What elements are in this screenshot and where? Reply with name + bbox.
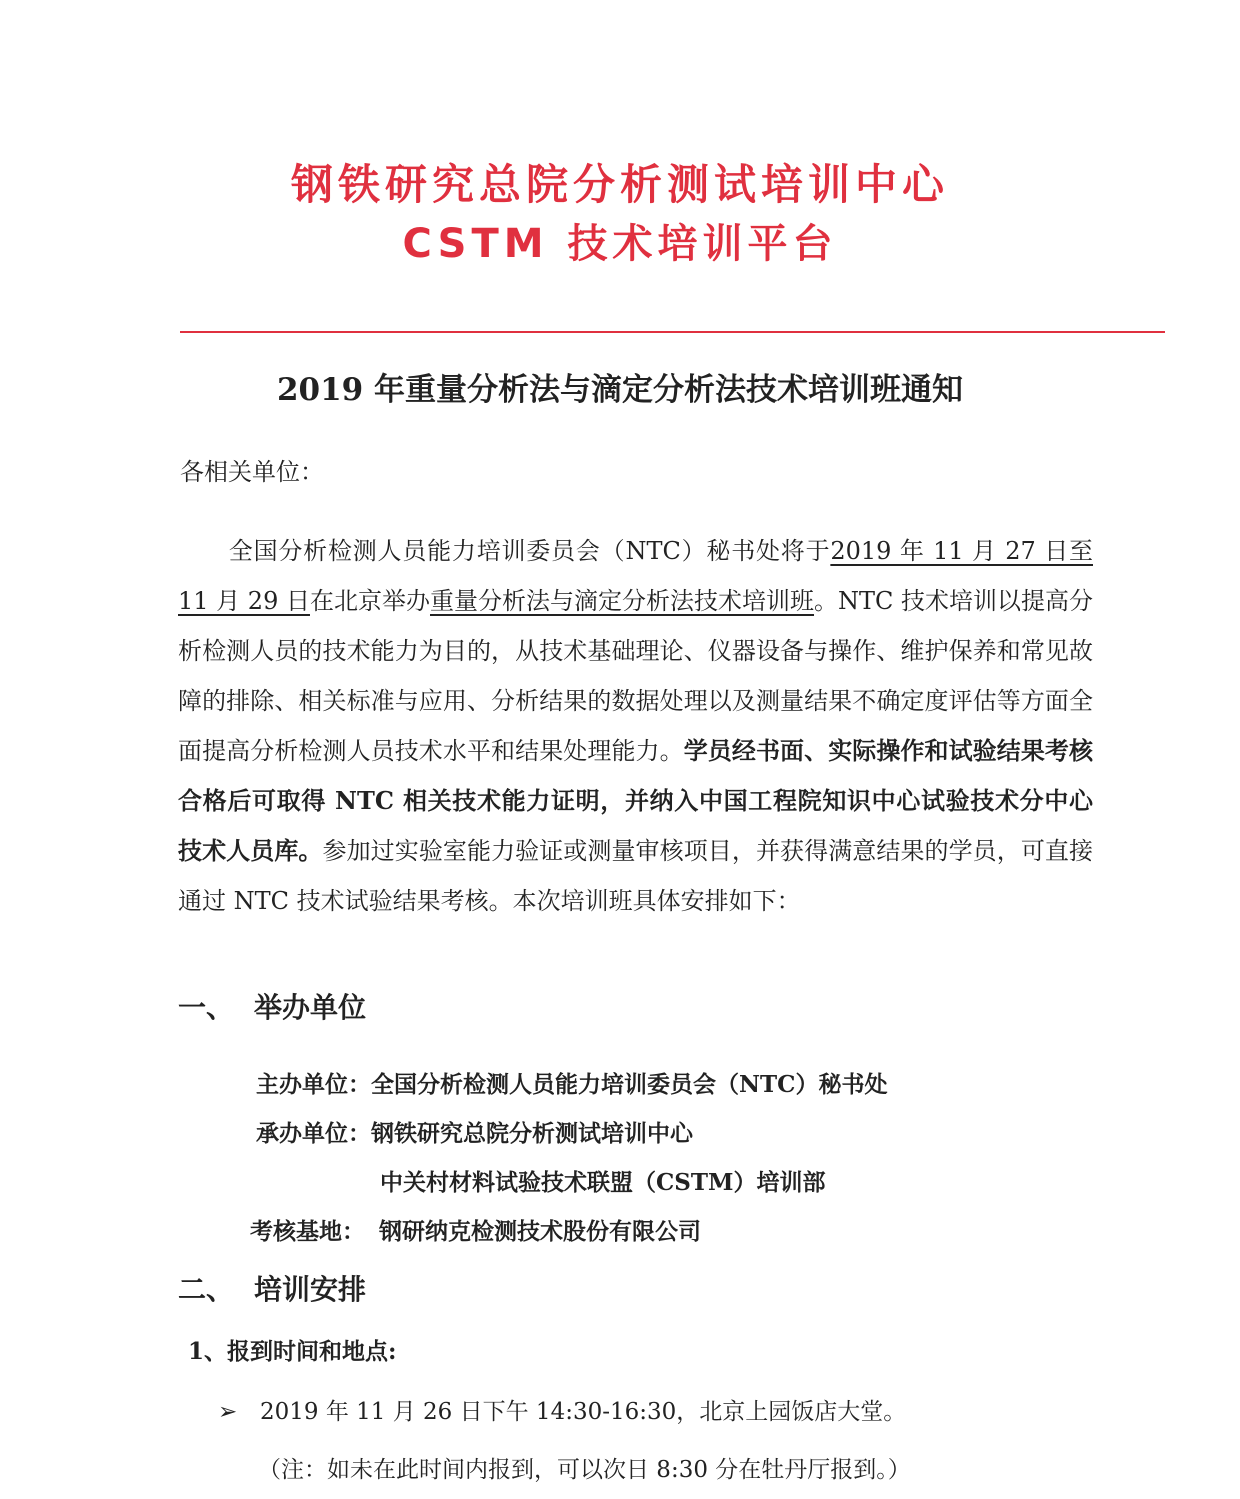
document-title: 2019 年重量分析法与滴定分析法技术培训班通知 [276,372,964,408]
body-part3: 。NTC 技术培训以提高分析检测人员的技术能力为目的，从技术基础理论、仪器设备与操作、维护保养和常见故障的排除、相关标准与应用、分析结果的数据处理以及测量结果不确定度评估等方面全面提高分析检测人员技术水平和结果处理能力。 [178,587,1094,765]
undertake-unit-row [256,1115,693,1148]
course-name: 重量分析法与滴定分析法技术培训班 [430,587,815,615]
section1-number: 一、 [178,991,235,1024]
host-unit-row [256,1066,887,1099]
section2-title: 培训安排 [254,1273,367,1306]
body-paragraph [178,526,1093,926]
section2-number: 二、 [178,1273,235,1306]
undertake-unit-value-2: 中关村材料试验技术联盟（CSTM）培训部 [380,1169,826,1196]
host-unit-value: 全国分析检测人员能力培训委员会（NTC）秘书处 [371,1071,888,1098]
section2-heading [178,1268,366,1308]
section1-heading [178,986,366,1026]
salutation: 各相关单位： [180,458,324,486]
arrow-bullet-icon: ➢ [218,1399,238,1425]
body-part1: 全国分析检测人员能力培训委员会（NTC）秘书处将于 [228,537,831,565]
assessment-base-label: 考核基地： [250,1218,365,1245]
body-part4: 参加过实验室能力验证或测量审核项目，并获得满意结果的学员，可直接通过 NTC 技术试验结果考核。本次培训班具体安排如下： [178,837,1094,915]
body-part2: 在北京举办 [309,587,430,615]
registration-time-place: 2019 年 11 月 26 日下午 14:30-16:30，北京上园饭店大堂。 [260,1399,907,1425]
registration-subheading: 1、报到时间和地点: [188,1338,397,1365]
section1-title: 举办单位 [254,991,367,1024]
registration-note: （注：如未在此时间内报到，可以次日 8:30 分在牡丹厅报到。） [258,1457,911,1483]
org-name-line2: CSTM 技术培训平台 [402,221,838,267]
date-range: 2019 年 11 月 27 日至 11 月 29 日 [178,537,1093,615]
undertake-unit-label: 承办单位： [256,1120,371,1147]
org-name-line1: 钢铁研究总院分析测试培训中心 [290,160,949,209]
body-bold-part: 学员经书面、实际操作和试验结果考核合格后可取得 NTC 相关技术能力证明，并纳入中国工程院知识中心试验技术分中心技术人员库。 [178,736,1093,865]
undertake-unit-value-1: 钢铁研究总院分析测试培训中心 [371,1120,693,1147]
assessment-base-row [250,1213,701,1246]
registration-bullet [218,1393,906,1426]
host-unit-label: 主办单位： [256,1071,371,1098]
assessment-base-value: 钢研纳克检测技术股份有限公司 [379,1218,701,1245]
header-divider [180,331,1165,333]
